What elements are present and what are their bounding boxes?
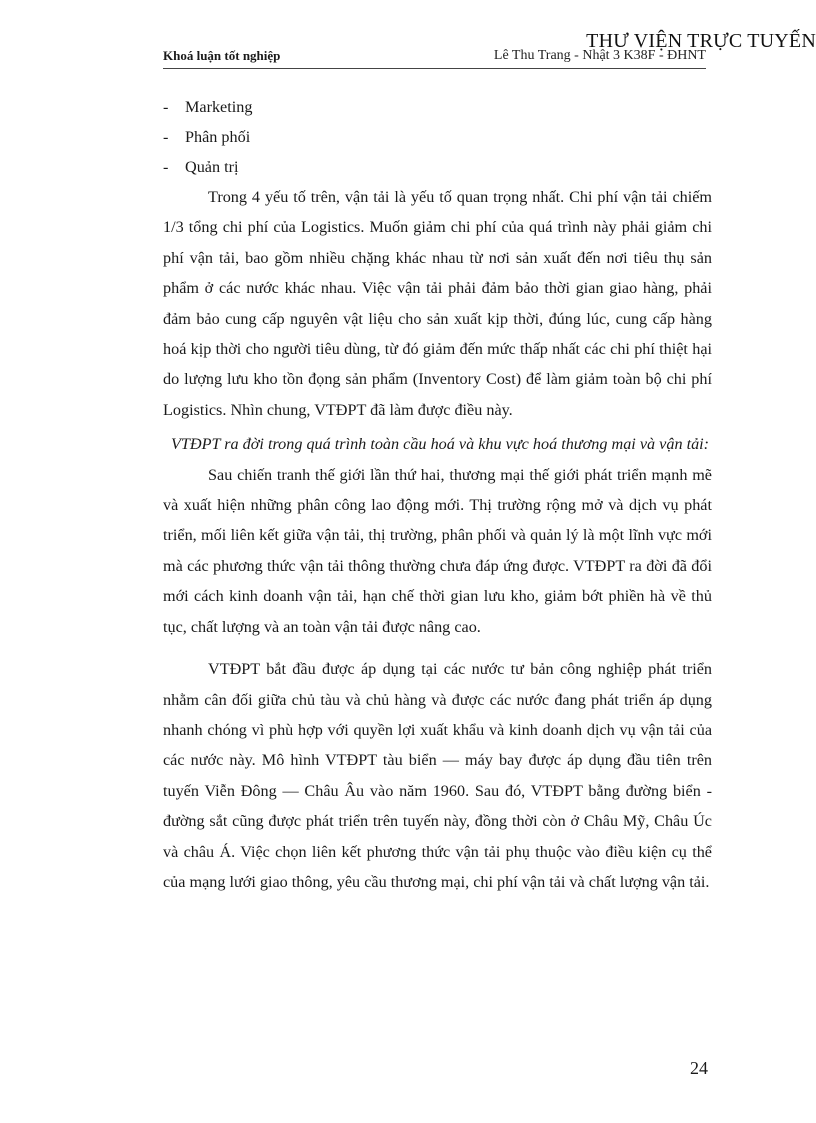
section-heading-globalization: VTĐPT ra đời trong quá trình toàn cầu hoá và khu vực hoá thương mại và vận tải: [171,435,710,454]
bullet-item: - Quản trị [163,158,239,176]
library-watermark: THƯ VIỆN TRỰC TUYẾN [586,30,816,52]
header-author: Lê Thu Trang - Nhật 3 K38F - ĐHNT [493,48,706,63]
paragraph-multimodal-history: VTĐPT bắt đầu được áp dụng tại các nước tư bản công nghiệp phát triển nhằm cân đối giữa chủ tàu và chủ hàng và được các nước đang phát triển áp dụng nhanh chóng vì phù hợp với quyền lợi xuất khẩu và kinh doanh dịch vụ vận tải của các nước này. Mô hình VTĐPT tàu biển — máy bay được áp dụng đầu tiên trên tuyến Viễn Đông — Châu Âu vào năm 1960. Sau đó, VTĐPT bằng đường biển - đường sắt cũng được phát triển trên tuyến này, đồng thời còn ở Châu Mỹ, Châu Úc và châu Á. Việc chọn liên kết phương thức vận tải phụ thuộc vào điều kiện cụ thể của mạng lưới giao thông, yêu cầu thương mại, chi phí vận tải và chất lượng vận tải. [163,660,712,891]
bullet-text: Phân phối [185,128,251,146]
bullet-item: - Marketing [163,98,253,116]
document-body [163,92,712,897]
header-thesis-label: Khoá luận tốt nghiệp [163,48,281,63]
page-number: 24 [690,1058,708,1078]
paragraph-transport-cost: Trong 4 yếu tố trên, vận tải là yếu tố quan trọng nhất. Chi phí vận tải chiếm 1/3 tổng chi phí của Logistics. Muốn giảm chi phí của quá trình này phải giảm chi phí vận tải, bao gồm nhiều chặng khác nhau từ nơi sản xuất đến nơi tiêu thụ sản phẩm ở các nước khác nhau. Việc vận tải phải đảm bảo thời gian giao hàng, phải đảm bảo cung cấp nguyên vật liệu cho sản xuất kịp thời, đúng lúc, cung cấp hàng hoá kịp thời cho người tiêu dùng, từ đó giảm đến mức thấp nhất các chi phí thiệt hại do lượng lưu kho tồn đọng sản phẩm (Inventory Cost) để làm giảm toàn bộ chi phí Logistics. Nhìn chung, VTĐPT đã làm được điều này. [163,188,712,419]
bullet-item: - Phân phối [163,128,251,146]
bullet-text: Marketing [185,98,253,116]
bullet-text: Quản trị [185,158,239,176]
paragraph-post-war-trade: Sau chiến tranh thế giới lần thứ hai, thương mại thế giới phát triển mạnh mẽ và xuất hiện những phân công lao động mới. Thị trường rộng mở và dịch vụ phát triển, mối liên kết giữa vận tải, thị trường, phân phối và quản lý là một lĩnh vực mới mà các phương thức vận tải thông thường chưa đáp ứng được. VTĐPT ra đời đã đổi mới cách kinh doanh vận tải, hạn chế thời gian lưu kho, giảm bớt phiền hà về thủ tục, chất lượng và an toàn vận tải được nâng cao. [163,465,712,636]
